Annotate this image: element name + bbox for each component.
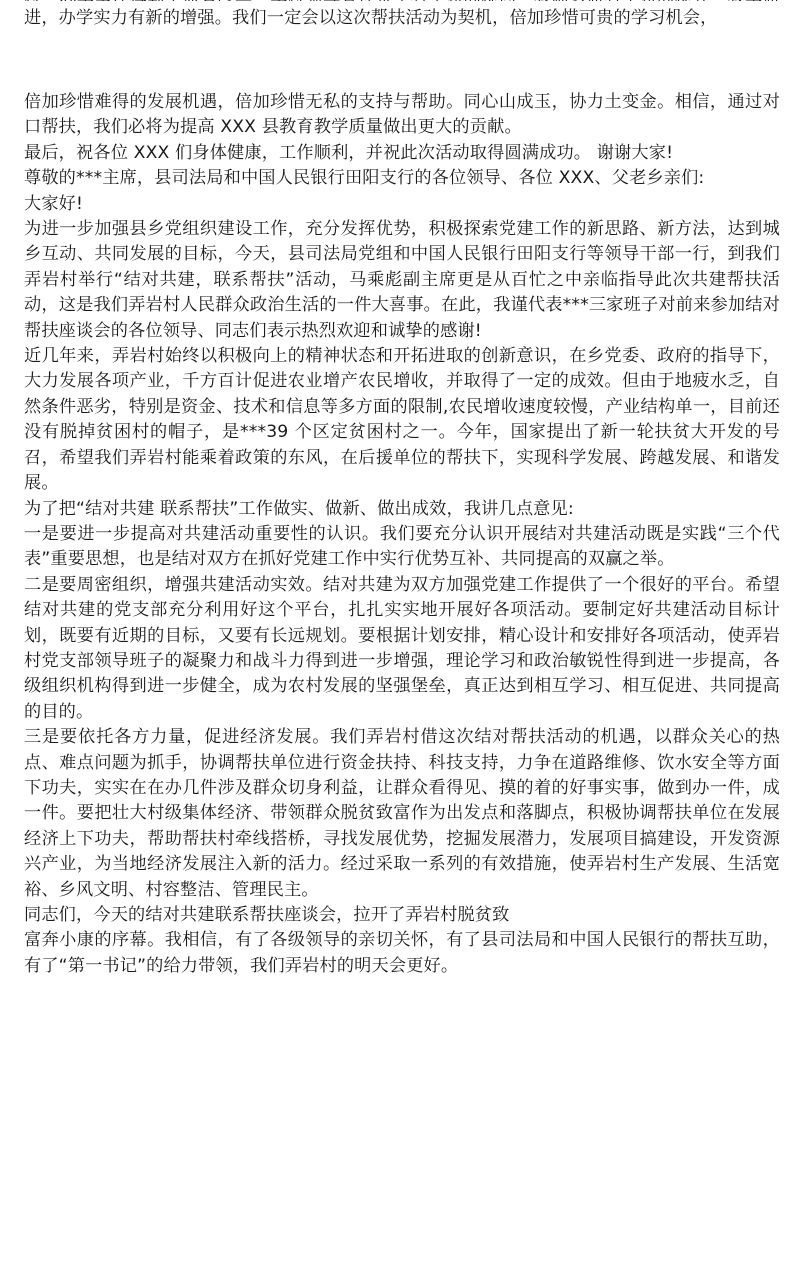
top-text-block [24,6,780,31]
cut-off-line-text [24,0,780,1]
paragraph-7: 为了把“结对共建 联系帮扶”工作做实、做新、做出成效，我讲几点意见: [24,498,574,519]
main-text-block [24,90,780,979]
paragraph-12: 富奔小康的序幕。我相信，有了各级领导的亲切关怀，有了县司法局和中国人民银行的帮扶互助，有了“第一书记”的给力带领，我们弄岩村的明天会更好。 [24,930,780,976]
paragraph-1: 倍加珍惜难得的发展机遇，倍加珍惜无私的支持与帮助。同心山成玉，协力土变金。相信，通过对口帮扶，我们必将为提高 XXX 县教育教学质量做出更大的贡献。 [24,92,780,138]
paragraph-2: 最后，祝各位 XXX 们身体健康，工作顺利，并祝此次活动取得圆满成功。 谢谢大家! [24,142,674,163]
paragraph-5: 为进一步加强县乡党组织建设工作，充分发挥优势，积极探索党建工作的新思路、新方法，达到城乡互动、共同发展的目标，今天，县司法局党组和中国人民银行田阳支行等领导干部一行，到我们弄岩村举行“结对共建，联系帮扶”活动，马乘彪副主席更是从百忙之中亲临指导此次共建帮扶活动，这是我们弄岩村人民群众政治生活的一件大喜事。在此，我谨代表***三家班子对前来参加结对帮扶座谈会的各位领导、同志们表示热烈欢迎和诚挚的感谢! [24,219,780,341]
paragraph-4: 大家好! [24,193,84,214]
paragraph-11: 同志们，今天的结对共建联系帮扶座谈会，拉开了弄岩村脱贫致 [24,905,510,925]
paragraph-6: 近几年来，弄岩村始终以积极向上的精神状态和开拓进取的创新意识，在乡党委、政府的指导下，大力发展各项产业，千方百计促进农业增产农民增收，并取得了一定的成效。但由于地疲水乏，自然条件恶劣，特别是资金、技术和信息等多方面的限制,农民增收速度较慢，产业结构单一，目前还没有脱掉贫困村的帽子，是***39 个区定贫困村之一。今年，国家提出了新一轮扶贫大开发的号召，希望我们弄岩村能乘着政策的东风，在后援单位的帮扶下，实现科学发展、跨越发展、和谐发展。 [24,346,780,494]
paragraph-3: 尊敬的***主席，县司法局和中国人民银行田阳支行的各位领导、各位 XXX、父老乡亲们: [24,168,705,189]
paragraph-8: 一是要进一步提高对共建活动重要性的认识。我们要充分认识开展结对共建活动既是实践“三个代表”重要思想，也是结对双方在抓好党建工作中实行优势互补、共同提高的双赢之举。 [24,523,780,570]
cut-off-text-line [24,0,780,1]
paragraph-10: 三是要依托各方力量，促进经济发展。我们弄岩村借这次结对帮扶活动的机遇，以群众关心的热点、难点问题为抓手，协调帮扶单位进行资金扶持、科技支持，力争在道路维修、饮水安全等方面下功夫，实实在在办几件涉及群众切身利益，让群众看得见、摸的着的好事实事，做到办一件，成一件。要把壮大村级集体经济、带领群众脱贫致富作为出发点和落脚点，积极协调帮扶单位在发展经济上下功夫，帮助帮扶村牵线搭桥，寻找发展优势，挖掘发展潜力，发展项目搞建设，开发资源兴产业，为当地经济发展注入新的活力。经过采取一系列的有效措施，使弄岩村生产发展、生活宽裕、乡风文明、村容整洁、管理民主。 [24,727,780,900]
paragraph-top-1: 进，办学实力有新的增强。我们一定会以这次帮扶活动为契机，倍加珍惜可贵的学习机会， [24,8,718,28]
paragraph-9: 二是要周密组织，增强共建活动实效。结对共建为双方加强党建工作提供了一个很好的平台。希望结对共建的党支部充分利用好这个平台，扎扎实实地开展好各项活动。要制定好共建活动目标计划，既要有近期的目标，又要有长远规划。要根据计划安排，精心设计和安排好各项活动，使弄岩村党支部领导班子的凝聚力和战斗力得到进一步增强，理论学习和政治敏锐性得到进一步提高，各级组织机构得到进一步健全，成为农村发展的坚强堡垒，真正达到相互学习、相互促进、共同提高的目的。 [24,574,780,722]
